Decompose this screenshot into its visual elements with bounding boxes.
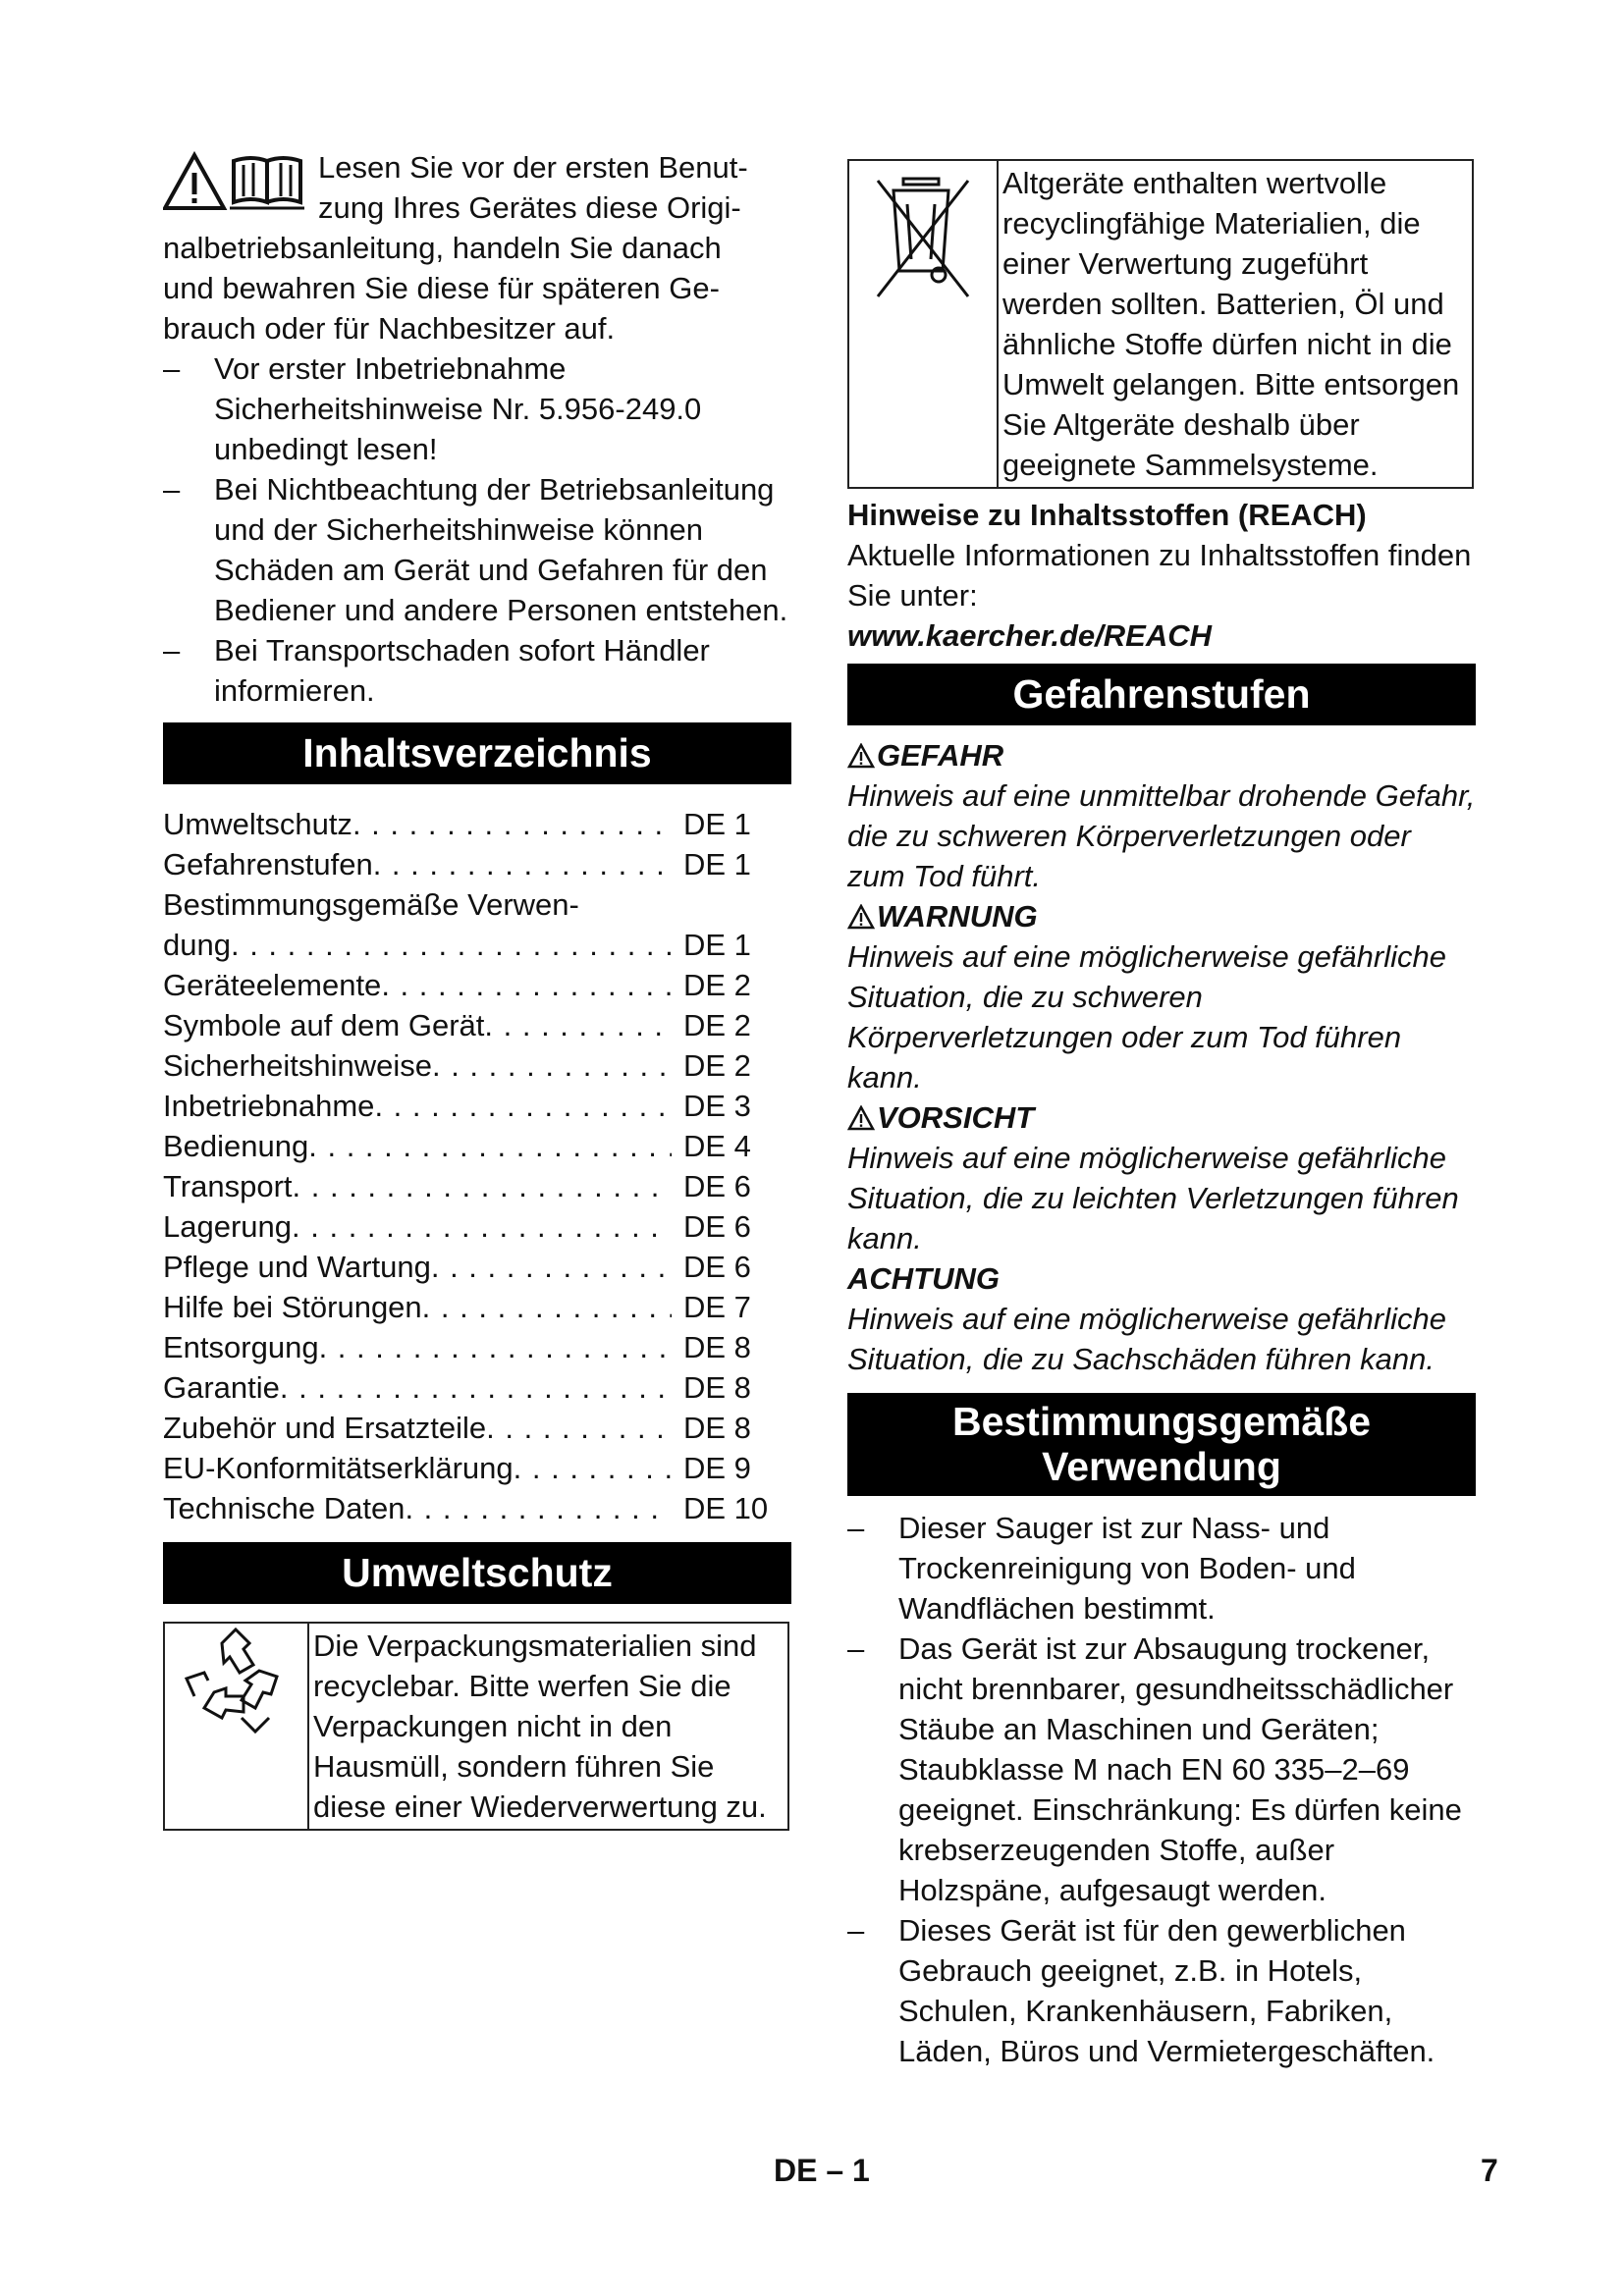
environment-heading: Umweltschutz xyxy=(163,1542,791,1604)
warning-triangle-icon xyxy=(847,1105,875,1131)
intro-line: und bewahren Sie diese für späteren Ge- xyxy=(163,271,720,305)
reach-link[interactable]: www.kaercher.de/REACH xyxy=(847,618,1212,653)
warning-triangle-icon xyxy=(847,743,875,769)
recycling-icon-cell xyxy=(165,1624,309,1829)
level-text-warnung: Hinweis auf eine möglicherweise gefährliche Situation, die zu schweren Körperverletzungen oder zum Tod führen kann. xyxy=(847,939,1446,1095)
level-heading-gefahr: GEFAHR xyxy=(847,735,1476,775)
right-column xyxy=(847,159,1476,2071)
crossed-out-wheelie-bin-icon xyxy=(864,161,982,318)
intro-icons xyxy=(163,151,305,212)
table-of-contents xyxy=(163,804,791,1528)
weee-text: Altgeräte enthalten wertvolle recyclingfähige Materialien, die einer Verwertung zugeführt werden sollten. Batterien, Öl und ähnliche Stoffe dürfen nicht in die Umwelt gelangen. Bitte entsorgen Sie Altgeräte deshalb über geeignete Sammelsysteme. xyxy=(1002,166,1460,482)
list-item: – Das Gerät ist zur Absaugung trockener, nicht brennbarer, gesundheitsschädlicher Stäube an Maschinen und Geräten; Staubklasse M nach EN 60 335–2–69 geeignet. Einschränkung: Es dürfen keine krebserzeugenden Stoffe, außer Holzspäne, aufgesaugt werden. xyxy=(847,1631,1462,1907)
intro-line: brauch oder für Nachbesitzer auf. xyxy=(163,311,616,346)
list-item: – Bei Nichtbeachtung der Betriebsanleitung und der Sicherheitshinweise können Schäden am Gerät und Gefahren für den Bediener und andere Personen entstehen. xyxy=(163,472,788,627)
reach-title: Hinweise zu Inhaltsstoffen (REACH) xyxy=(847,498,1367,532)
intro-block xyxy=(163,147,791,348)
level-text-achtung: Hinweis auf eine möglicherweise gefährliche Situation, die zu Sachschäden führen kann. xyxy=(847,1302,1446,1376)
toc-row[interactable]: Pflege und Wartung . . . DE 6 xyxy=(163,1247,791,1287)
intro-line: nalbetriebsanleitung, handeln Sie danach xyxy=(163,231,722,265)
toc-row[interactable]: Gefahrenstufen . . . DE 1 xyxy=(163,844,791,884)
list-item-text: Dieser Sauger ist zur Nass- und Trockenreinigung von Boden- und Wandflächen bestimmt. xyxy=(898,1511,1356,1626)
weee-notice xyxy=(847,159,1474,489)
toc-row[interactable]: Zubehör und Ersatzteile . . . DE 8 xyxy=(163,1408,791,1448)
toc-row[interactable]: Entsorgung . . . DE 8 xyxy=(163,1327,791,1367)
list-item: – Dieser Sauger ist zur Nass- und Trockenreinigung von Boden- und Wandflächen bestimmt. xyxy=(847,1511,1356,1626)
level-heading-achtung: ACHTUNG xyxy=(847,1261,1000,1296)
toc-row[interactable]: Technische Daten . . . DE 10 xyxy=(163,1488,791,1528)
list-item: – Vor erster Inbetriebnahme Sicherheitshinweise Nr. 5.956-249.0 unbedingt lesen! xyxy=(163,351,702,466)
toc-row[interactable]: Inbetriebnahme . . . DE 3 xyxy=(163,1086,791,1126)
footer-section-page: DE – 1 xyxy=(774,2153,870,2188)
level-text-vorsicht: Hinweis auf eine möglicherweise gefährliche Situation, die zu leichten Verletzungen führen kann. xyxy=(847,1141,1459,1255)
toc-row[interactable]: Garantie . . . DE 8 xyxy=(163,1367,791,1408)
toc-row[interactable]: Hilfe bei Störungen . . . DE 7 xyxy=(163,1287,791,1327)
toc-row[interactable]: EU-Konformitätserklärung . . . DE 9 xyxy=(163,1448,791,1488)
warning-triangle-icon xyxy=(165,155,224,208)
list-item-text: Das Gerät ist zur Absaugung trockener, nicht brennbarer, gesundheitsschädlicher Stäube an Maschinen und Geräten; Staubklasse M nach EN 60 335–2–69 geeignet. Einschränkung: Es dürfen keine krebserzeugenden Stoffe, außer Holzspäne, aufgesaugt werden. xyxy=(898,1631,1462,1907)
level-heading-vorsicht: VORSICHT xyxy=(847,1097,1476,1138)
intro-line: zung Ihres Gerätes diese Origi- xyxy=(318,190,741,225)
toc-heading: Inhaltsverzeichnis xyxy=(163,722,791,784)
open-book-icon xyxy=(230,158,304,208)
danger-levels-heading: Gefahrenstufen xyxy=(847,664,1476,725)
list-item-text: Bei Transportschaden sofort Händler informieren. xyxy=(214,633,710,708)
footer-page-number: 7 xyxy=(1481,2153,1498,2188)
level-heading-warnung: WARNUNG xyxy=(847,896,1476,936)
warning-triangle-icon xyxy=(847,904,875,930)
toc-row[interactable]: Umweltschutz . . . DE 1 xyxy=(163,804,791,844)
left-column xyxy=(163,147,791,1831)
toc-row[interactable]: Bedienung . . . DE 4 xyxy=(163,1126,791,1166)
danger-levels xyxy=(847,735,1476,1379)
list-item: – Bei Transportschaden sofort Händler informieren. xyxy=(163,633,710,708)
toc-row[interactable]: Transport . . . DE 6 xyxy=(163,1166,791,1206)
toc-row[interactable]: Lagerung . . . DE 6 xyxy=(163,1206,791,1247)
recycling-text: Die Verpackungsmaterialien sind recyclebar. Bitte werfen Sie die Verpackungen nicht in den Hausmüll, sondern führen Sie diese einer Wiederverwertung zu. xyxy=(313,1629,767,1824)
toc-row[interactable]: dung . . . DE 1 xyxy=(163,925,791,965)
toc-row[interactable]: Sicherheitshinweise . . . DE 2 xyxy=(163,1045,791,1086)
list-item: – Dieses Gerät ist für den gewerblichen Gebrauch geeignet, z.B. in Hotels, Schulen, Krankenhäusern, Fabriken, Läden, Büros und Vermietergeschäften. xyxy=(847,1913,1435,2068)
toc-row-wrap-line[interactable]: Bestimmungsgemäße Verwen- xyxy=(163,887,579,922)
intro-line: Lesen Sie vor der ersten Benut- xyxy=(318,150,748,185)
list-item-text: Vor erster Inbetriebnahme Sicherheitshinweise Nr. 5.956-249.0 unbedingt lesen! xyxy=(214,351,702,466)
recycling-icon xyxy=(175,1624,298,1751)
toc-row[interactable]: Symbole auf dem Gerät . . . DE 2 xyxy=(163,1005,791,1045)
toc-row[interactable]: Geräteelemente . . . DE 2 xyxy=(163,965,791,1005)
recycling-notice xyxy=(163,1622,789,1831)
weee-icon-cell xyxy=(849,161,999,487)
intended-use-list xyxy=(847,1508,1476,2071)
intended-use-heading: Bestimmungsgemäße Verwendung xyxy=(847,1393,1476,1496)
reach-text: Aktuelle Informationen zu Inhaltsstoffen finden Sie unter: xyxy=(847,538,1472,613)
list-item-text: Dieses Gerät ist für den gewerblichen Gebrauch geeignet, z.B. in Hotels, Schulen, Krankenhäusern, Fabriken, Läden, Büros und Vermietergeschäften. xyxy=(898,1913,1435,2068)
list-item-text: Bei Nichtbeachtung der Betriebsanleitung und der Sicherheitshinweise können Schäden am Gerät und Gefahren für den Bediener und andere Personen entstehen. xyxy=(214,472,788,627)
level-text-gefahr: Hinweis auf eine unmittelbar drohende Gefahr, die zu schweren Körperverletzungen oder zum Tod führt. xyxy=(847,778,1476,893)
